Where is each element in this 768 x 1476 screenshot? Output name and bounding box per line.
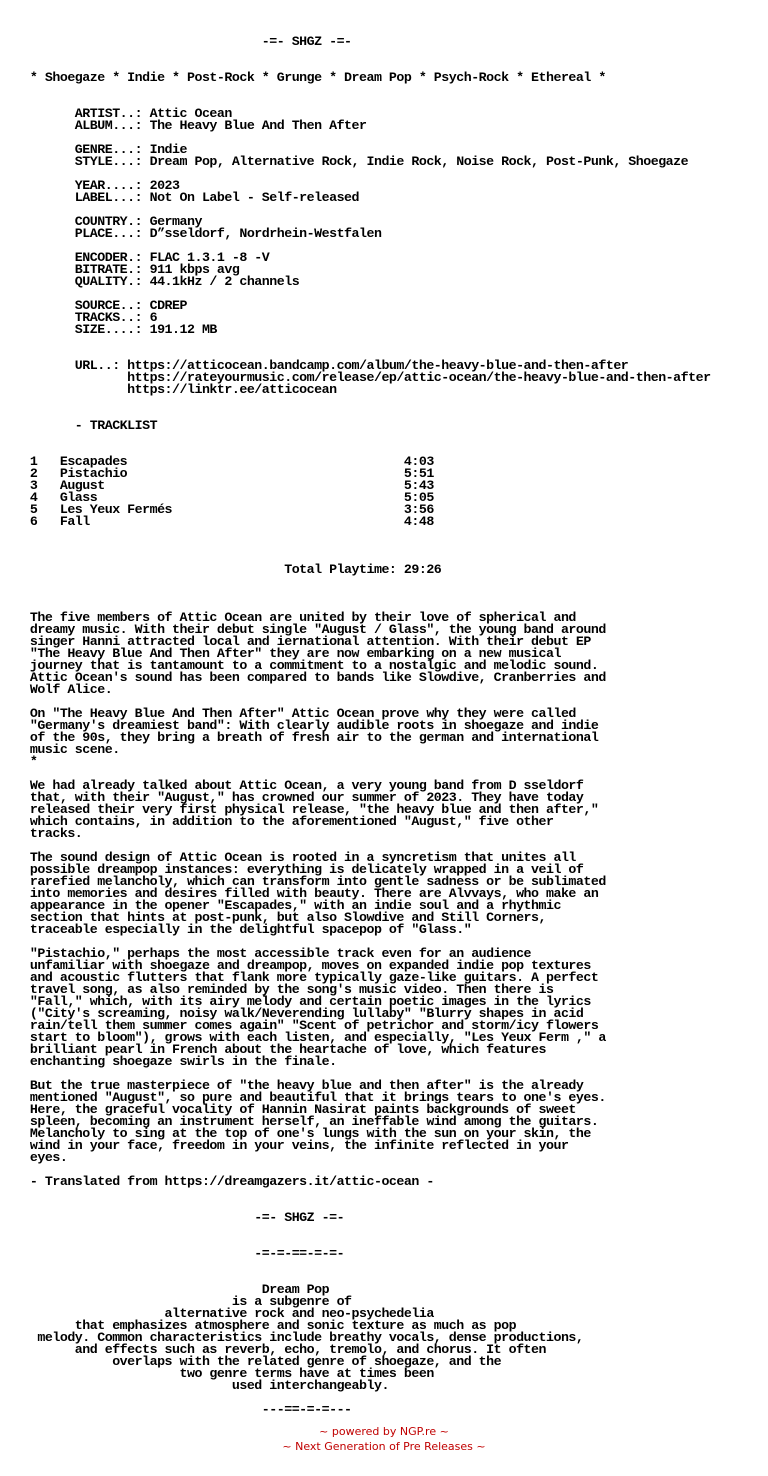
nfo-release-text: -=- SHGZ -=- * Shoegaze * Indie * Post-Rock * Grunge * Dream Pop * Psych-Rock * Ethereal * ARTIST..: Attic Ocean ALBUM...: The Heavy Blue And Then After GENRE...: Indie STYLE...: Dream Pop, Alternative Rock, Indie Rock, Noise Rock, Post-Punk, Shoegaze YEAR....: 2023 LABEL...: Not On Label - Self-released COUNTRY.: Germany PLACE...: D”sseldorf, Nordrhein-Westfalen ENCODER.: FLAC 1.3.1 -8 -V BITRATE.: 911 kbps avg QUALITY.: 44.1kHz / 2 channels SOURCE..: CDREP TRACKS..: 6 SIZE....: 191.12 MB URL..: https://atticocean.bandcamp.com/album/the-heavy-blue-and-then-after https://rateyourmusic.com/release/ep/attic-ocean/the-heavy-blue-and-then-after https://linktr.ee/atticocean - TRACKLIST 1 Escapades 4:03 2 Pistachio 5:51 3 August 5:43 4 Glass 5:05 5 Les Yeux Fermés 3:56 6 Fall 4:48 Total Playtime: 29:26 The five members of Attic Ocean are united by their love of spherical and dreamy music. With their debut single "August / Glass", the young band around singer Hanni attracted local and iernational attention. With their debut EP "The Heavy Blue And Then After" they are now embarking on a new musical journey that is tantamount to a commitment to a nostalgic and melodic sound. Attic Ocean's sound has been compared to bands like Slowdive, Cranberries and Wolf Alice. On "The Heavy Blue And Then After" Attic Ocean prove why they were called "Germany's dreamiest band": With clearly audible roots in shoegaze and indie of the 90s, they bring a breath of fresh air to the german and international music scene. * We had already talked about Attic Ocean, a very young band from D sseldorf that, with their "August," has crowned our summer of 2023. They have today released their very first physical release, "the heavy blue and then after," which contains, in addition to the aforementioned "August," five other tracks. The sound design of Attic Ocean is rooted in a syncretism that unites all possible dreampop instances: everything is delicately wrapped in a veil of rarefied melancholy, which can transform into gentle sadness or be sublimated into memories and desires filled with beauty. There are Alvvays, who make an appearance in the opener "Escapades," with an indie soul and a rhythmic section that hints at post-punk, but also Slowdive and Still Corners, traceable especially in the delightful spacepop of "Glass." "Pistachio," perhaps the most accessible track even for an audience unfamiliar with shoegaze and dreampop, moves on expanded indie pop textures and acoustic flutters that flank more typically gaze-like guitars. A perfect travel song, as also reminded by the song's music video. Then there is "Fall," which, with its airy melody and certain poetic images in the lyrics ("City's screaming, noisy walk/Neverending lullaby" "Blurry shapes in acid rain/tell them summer comes again" "Scent of petrichor and storm/icy flowers start to bloom"), grows with each listen, and especially, "Les Yeux Ferm ," a brilliant pearl in French about the heartache of love, which features enchanting shoegaze swirls in the finale. But the true masterpiece of "the heavy blue and then after" is the already mentioned "August", so pure and beautiful that it brings tears to one's eyes. Here, the graceful vocality of Hannin Nasirat paints backgrounds of sweet spleen, becoming an instrument herself, an ineffable wind among the guitars. Melancholy to sing at the top of one's lungs with the sun on your skin, the wind in your face, freedom in your veins, the infinite reflected in your eyes. - Translated from https://dreamgazers.it/attic-ocean - -=- SHGZ -=- -=-=-==-=-=- Dream Pop is a subgenre of alternative rock and neo-psychedelia that emphasizes atmosphere and sonic texture as much as pop melody. Common characteristics include breathy vocals, dense productions, and effects such as reverb, echo, tremolo, and chorus. It often overlaps with the related genre of shoegaze, and the two genre terms have at times been used interchangeably. ---==-=-=--- [29,36,711,1416]
footer-tagline: ~ Next Generation of Pre Releases ~ [282,1440,486,1453]
footer [0,1424,768,1454]
powered-by-label: ~ powered by NGP.re ~ [319,1425,449,1438]
